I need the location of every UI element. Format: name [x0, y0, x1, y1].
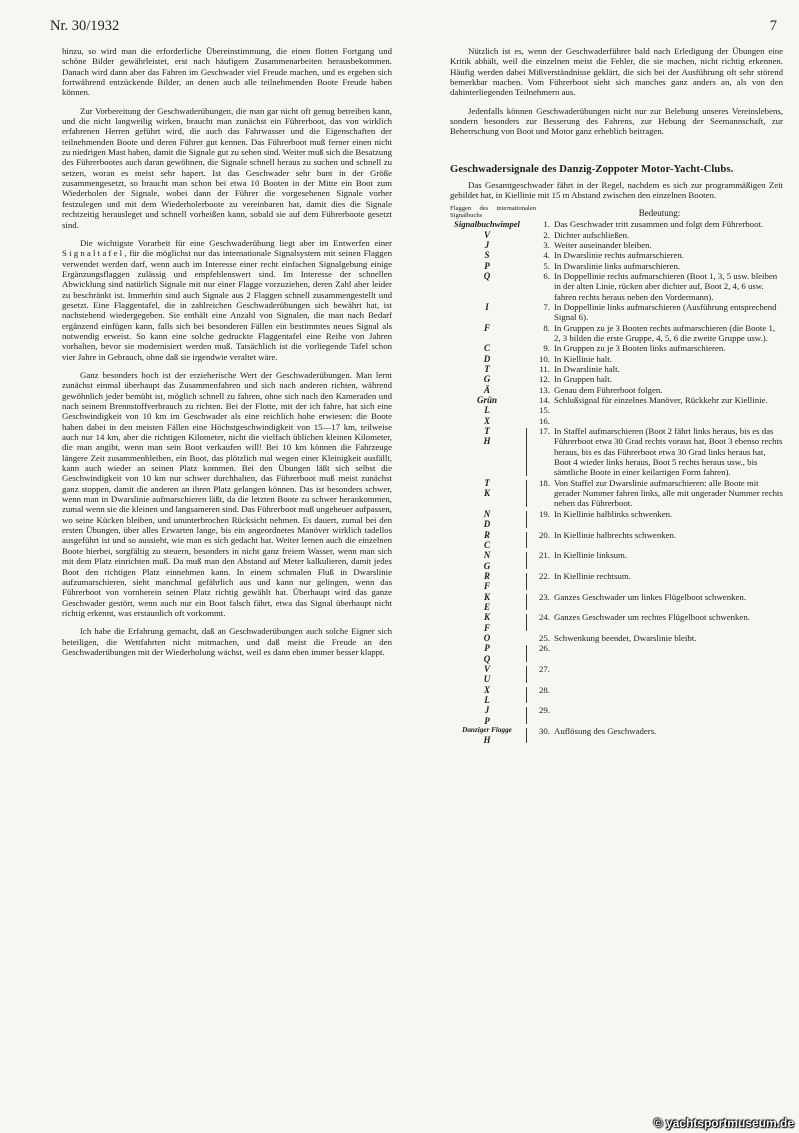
signal-meaning — [554, 685, 783, 706]
signal-number: 11. — [539, 364, 550, 374]
signal-flags — [450, 230, 524, 240]
signal-flags — [450, 530, 524, 551]
flag-group-brace — [524, 633, 532, 643]
signal-number: 26. — [539, 643, 550, 654]
signal-flag: V — [483, 663, 490, 674]
signal-flag: L — [484, 405, 490, 416]
flag-group-brace — [524, 302, 532, 323]
flag-group-brace — [524, 478, 532, 509]
signal-flags — [450, 385, 524, 395]
flag-group-brace — [524, 612, 532, 633]
signal-flag: P — [484, 260, 490, 271]
signal-row — [450, 374, 783, 384]
signal-flag: S — [484, 250, 490, 261]
signal-row — [450, 726, 783, 745]
paragraph: Ganz besonders hoch ist der erzieherische Wert der Geschwaderübungen. Man lernt zunächst einmal überhaupt das Zusammenfahren und sich nach anderen richten, während gewöhnlich jeder bemüht ist, möglich schnell zu fahren, ohne sich nach den Kameraden und nach seinem Brennstoffverbrauch zu richten. Bei der Flotte, mit der ich fahre, hat sich eine Geschwindigkeit von 10 km im Geschwader als eine reichlich hohe erwiesen: die Boote haben dabei in den meisten Fällen eine Höchstgeschwindigkeit von 15—17 km, teilweise auch nur 14 km, aber die richtigen Kilometer, nicht die vielfach üblichen kleinen Kilometer, die man angibt, wenn man sein Boot verkaufen will! Bei 10 km können die Fahrzeuge längere Zeit zusammenbleiben, ein Boot, das plötzlich mal wegen einer Kleinigkeit ausfällt, kann auch wieder an seinen Platz kommen. Bei den Übungen läßt sich selbst die Geschwindigkeit von 10 km nur schwer durchhalten, das Führerboot muß meist zunächst ganz stoppen, damit die anderen an ihren Platz gelangen können. Das ist besonders schwer, wenn man in Dwarslinie aufmarschieren läßt, da die letzten Boote zu schwer herankommen, zumal wenn sie die kleinen und langsameren sind. Das Führerboot muß ungeheuer aufpassen, wo seine Kücken bleiben, und ununterbrochen Rücksicht nehmen. Es dauert, zumal bei den ersten Übungen, über alles Erwarten lange, bis ein angeordnetes Manöver wirklich tadellos ausgeführt ist und so aussieht, wie man es sich gedacht hat. Weiter lernen auch die einzelnen Boote hierbei, sorgfältig zu steuern, besonders in nicht ganz freiem Wasser, wenn man sich mit dem Platz einrichten muß. Da muß man den Abstand auf Meter kalkulieren, damit jedes Boot den richtigen Platz einnehmen kann. In einem schmalen Fluß in Dwarslinie aufzumarschieren, sieht manchmal gefährlich aus und kann nur gelingen, wenn das Führerboot von vornherein seinen Platz richtig gewählt hat. Überhaupt wird das ganze Geschwader gestört, wenn auch nur ein Boot falsch fährt, etwa das Signal überhaupt nicht richtig erkennt, was erstaunlich oft vorkommt. — [62, 369, 392, 618]
signal-flag: Ä — [483, 384, 490, 395]
signal-meaning: In Dwarslinie rechts aufmarschieren. — [554, 250, 684, 261]
signal-flag: E — [483, 601, 490, 612]
signal-number: 19. — [539, 508, 550, 519]
signal-flag: X — [483, 684, 490, 695]
signal-flags — [450, 219, 524, 229]
signal-flags — [450, 592, 524, 613]
signal-meaning: Auflösung des Geschwaders. — [554, 726, 657, 737]
signal-flags — [450, 354, 524, 364]
signal-meaning: In Gruppen zu je 3 Booten links aufmarschieren. — [554, 343, 726, 354]
flag-group-brace — [524, 250, 532, 260]
signal-flag: K — [483, 488, 490, 499]
signal-row — [450, 478, 783, 509]
signal-row — [450, 250, 783, 260]
signal-table-intro: Das Gesamtgeschwader fährt in der Regel, nachdem es sich zur programmäßigen Zeit gebildet hat, in Kiellinie mit 15 m Abstand zwischen den einzelnen Booten. — [450, 180, 783, 201]
signal-flag: T — [484, 477, 490, 488]
paragraph: Zur Vorbereitung der Geschwaderübungen, die man gar nicht oft genug betreiben kann, und die nicht langweilig wirken, braucht man zunächst ein Führerboot, das von wirklich erfahrenen Herren geführt wird, die auch das Fahrwasser und die Eigenschaften der teilnehmenden Boote und deren Führer gut kennen. Das Führerboot muß ferner einen nicht zu niedrigen Mast haben, damit die Signale gut zu sehen sind. Weiter muß sich die Besatzung des Führerbootes auch daran gewöhnen, die Signale schnell heraus zu suchen und schnell zu setzen, woran es meist sehr hapert. Ist das Geschwader sehr bunt in der Größe zusammengesetzt, so braucht man schon bei etwa 10 Booten in der Mitte ein Boot zum Wiederholen der Signale, wobei dann der Führer die vorgesehenen Signale vorher festzulegen und mit dem Wiederholerboote zu vereinbaren hat, damit dies die Signale rechtzeitig herausleget und schnell vorheißen kann, sobald sie auf dem Führerboote gesetzt sind. — [62, 105, 392, 230]
signal-flag: Danziger Flagge — [462, 726, 512, 735]
signal-flags — [450, 550, 524, 571]
signal-flag: F — [483, 581, 490, 592]
signal-table-heading: Geschwadersignale des Danzig-Zoppoter Motor-Yacht-Clubs. — [450, 163, 734, 175]
signal-number: 9. — [543, 343, 550, 354]
signal-flag: I — [485, 301, 489, 312]
signal-flag: N — [483, 550, 491, 561]
signal-number: 2. — [543, 229, 550, 240]
signal-row — [450, 343, 783, 353]
signal-flags — [450, 364, 524, 374]
signal-meaning: In Gruppen halt. — [554, 374, 612, 385]
signal-flag: R — [483, 570, 490, 581]
signal-meaning: In Kiellinie halt. — [554, 353, 612, 364]
signal-row — [450, 219, 783, 229]
flag-group-brace — [524, 261, 532, 271]
signal-meaning: In Kiellinie halbrechts schwenken. — [554, 529, 677, 540]
signal-number: 21. — [539, 550, 550, 561]
signal-flag: G — [483, 560, 491, 571]
signal-flag: C — [483, 539, 490, 550]
signal-flags — [450, 612, 524, 633]
watermark: © yachtsportmuseum.de — [653, 1116, 794, 1130]
signal-flags — [450, 685, 524, 706]
signal-row — [450, 405, 783, 415]
signal-row — [450, 230, 783, 240]
signal-flag: O — [483, 632, 491, 643]
flag-group-brace — [524, 571, 532, 592]
flag-group-brace — [524, 530, 532, 551]
flag-group-brace — [524, 405, 532, 415]
signal-flag: K — [483, 591, 490, 602]
signal-number: 8. — [543, 322, 550, 333]
signal-flags — [450, 664, 524, 685]
signal-flag: P — [484, 643, 490, 654]
signal-row — [450, 571, 783, 592]
signal-meaning: Von Staffel zur Dwarslinie aufmarschieren: alle Boote mit gerader Nummer fahren links, alle mit ungerader Nummer rechts neben das Führerboot. — [554, 477, 783, 509]
signal-flag: R — [483, 529, 490, 540]
signal-flag: J — [484, 705, 490, 716]
signal-meaning: Genau dem Führerboot folgen. — [554, 384, 663, 395]
paragraph: Ich habe die Erfahrung gemacht, daß an Geschwaderübungen auch solche Eigner sich beteiligen, die Wettfahrten nicht mitmachen, und daß meist die Freude an den Geschwaderübungen mit der Wiederholung wächst, weil es dann eben immer besser klappt. — [62, 626, 392, 657]
signal-row — [450, 426, 783, 478]
flag-group-brace — [524, 726, 532, 745]
signal-meaning: In Kiellinie halblinks schwenken. — [554, 508, 673, 519]
flag-group-brace — [524, 354, 532, 364]
meaning-column-label: Bedeutung: — [638, 207, 681, 218]
flag-group-brace — [524, 685, 532, 706]
paragraph: Nützlich ist es, wenn der Geschwaderführer bald nach Erledigung der Übungen eine Kritik abhält, weil die einzelnen meist die Fehler, die sie machen, nicht richtig erkennen. Häufig werden dabei Mißverständnisse geklärt, die sich bei der Ausführung oft sehr störend bemerkbar machen. Vom Führerboot sieht sich manches ganz anders an, als von den dahinterliegenden Teilnehmern aus. — [450, 46, 783, 98]
signal-meaning — [554, 643, 783, 664]
signal-flag: H — [483, 436, 491, 447]
signal-number: 25. — [539, 632, 550, 643]
signal-row — [450, 612, 783, 633]
signal-row — [450, 664, 783, 685]
signal-flags — [450, 426, 524, 478]
paragraph — [62, 238, 392, 362]
signal-meaning — [554, 705, 783, 726]
signal-flag: Grün — [476, 395, 497, 406]
signal-number: 22. — [539, 570, 550, 581]
signal-row — [450, 323, 783, 344]
signal-row — [450, 592, 783, 613]
page-number: 7 — [769, 18, 777, 34]
signal-number: 6. — [543, 270, 550, 281]
flag-group-brace — [524, 385, 532, 395]
flag-group-brace — [524, 592, 532, 613]
signal-number: 18. — [539, 477, 550, 488]
signal-flag: D — [483, 353, 491, 364]
signal-flag: F — [483, 322, 490, 333]
signal-flag: H — [483, 734, 491, 745]
signal-flags — [450, 343, 524, 353]
flag-group-brace — [524, 509, 532, 530]
signal-meaning: In Kiellinie linksum. — [554, 550, 628, 561]
signal-row — [450, 354, 783, 364]
signal-number: 14. — [539, 395, 550, 406]
signal-meaning: In Dwarslinie links aufmarschieren. — [554, 260, 681, 271]
signal-table — [450, 219, 783, 745]
signal-meaning — [554, 416, 783, 426]
signal-flags — [450, 271, 524, 302]
signal-row — [450, 643, 783, 664]
signal-meaning: Ganzes Geschwader um rechtes Flügelboot schwenken. — [554, 612, 750, 623]
signal-number: 7. — [543, 301, 550, 312]
flag-group-brace — [524, 664, 532, 685]
paragraph-text: Die wichtigste Vorarbeit für eine Geschwaderübung liegt aber im Entwerfen einer — [80, 237, 392, 248]
signal-flag: D — [483, 519, 491, 530]
signal-row — [450, 509, 783, 530]
signal-row — [450, 633, 783, 643]
flag-group-brace — [524, 643, 532, 664]
flag-group-brace — [524, 343, 532, 353]
signal-flag: U — [483, 674, 491, 685]
signal-number: 24. — [539, 612, 550, 623]
signal-flags — [450, 643, 524, 664]
signal-flags — [450, 726, 524, 745]
signal-meaning: In Doppellinie links aufmarschieren (Ausführung entsprechend Signal 6). — [554, 301, 777, 323]
signal-flags — [450, 261, 524, 271]
signal-meaning: Ganzes Geschwader um linkes Flügelboot schwenken. — [554, 591, 747, 602]
signal-flags — [450, 509, 524, 530]
flag-group-brace — [524, 550, 532, 571]
signal-row — [450, 302, 783, 323]
spaced-term: Signaltafel — [62, 248, 125, 259]
signal-number: 16. — [539, 415, 550, 426]
signal-number: 28. — [539, 684, 550, 695]
signal-number: 29. — [539, 705, 550, 716]
flag-group-brace — [524, 271, 532, 302]
signal-flags — [450, 250, 524, 260]
signal-meaning — [554, 405, 783, 415]
signal-meaning: In Staffel aufmarschieren (Boot 2 fährt links heraus, bis es das Führerboot etwa 30 Grad rechts voraus hat, Boot 3 ebenso rechts heraus, bis es das Führerboot etwa 30 Grad links heraus hat, Boot 4 wieder links heraus, Boot 5 rechts heraus usw., bis sämtliche Boote in einer keilartigen Form fahren). — [554, 426, 783, 478]
signal-row — [450, 364, 783, 374]
signal-row — [450, 705, 783, 726]
flags-column-label: Flaggen des internationalen Signalbuchs — [450, 204, 536, 219]
flag-group-brace — [524, 364, 532, 374]
signal-number: 1. — [543, 219, 550, 230]
flag-group-brace — [524, 426, 532, 478]
signal-flag: K — [483, 612, 490, 623]
signal-flags — [450, 395, 524, 405]
signal-flag: G — [483, 374, 491, 385]
signal-flags — [450, 478, 524, 509]
signal-flag: N — [483, 508, 491, 519]
signal-number: 20. — [539, 529, 550, 540]
signal-flags — [450, 633, 524, 643]
signal-flag: V — [483, 229, 490, 240]
signal-meaning: In Dwarslinie halt. — [554, 364, 620, 374]
signal-meaning: Das Geschwader tritt zusammen und folgt dem Führerboot. — [554, 219, 764, 230]
signal-flag: T — [484, 364, 490, 374]
signal-row — [450, 385, 783, 395]
signal-meaning: In Doppellinie rechts aufmarschieren (Boot 1, 3, 5 usw. bleiben in der alten Linie, rücken aber dichter auf, Boot 2, 4, 6 usw. fahren rechts heraus neben den Vordermann). — [554, 270, 778, 302]
signal-flag: Signalbuchwimpel — [454, 219, 520, 230]
signal-number: 5. — [543, 260, 550, 271]
flag-group-brace — [524, 240, 532, 250]
signal-table-header — [450, 205, 783, 219]
signal-number: 15. — [539, 405, 550, 416]
signal-number: 3. — [543, 239, 550, 250]
signal-number: 10. — [539, 353, 550, 364]
signal-meaning: Weiter auseinander bleiben. — [554, 239, 652, 250]
signal-flags — [450, 374, 524, 384]
flag-group-brace — [524, 374, 532, 384]
signal-number: 30. — [539, 726, 550, 737]
flag-group-brace — [524, 395, 532, 405]
signal-meaning: Schlußsignal für einzelnes Manöver, Rückkehr zur Kiellinie. — [554, 395, 768, 406]
signal-flag: Q — [483, 653, 491, 664]
signal-flags — [450, 323, 524, 344]
signal-meaning: In Gruppen zu je 3 Booten rechts aufmarschieren (die Boote 1, 2, 3 bilden die erste Gruppe, 4, 5, 6 die zweite Gruppe usw.). — [554, 322, 776, 343]
signal-flag: P — [484, 715, 490, 726]
signal-meaning: In Kiellinie rechtsum. — [554, 570, 631, 581]
signal-flag: L — [484, 695, 490, 705]
signal-flag: T — [484, 426, 490, 437]
signal-number: 12. — [539, 374, 550, 385]
signal-row — [450, 271, 783, 302]
flag-group-brace — [524, 416, 532, 426]
signal-number: 4. — [543, 250, 550, 261]
signal-number: 27. — [539, 663, 550, 674]
signal-flag: F — [483, 622, 490, 633]
signal-flag: X — [483, 415, 490, 426]
flag-group-brace — [524, 705, 532, 726]
signal-meaning: Dichter aufschließen. — [554, 229, 630, 240]
flag-group-brace — [524, 323, 532, 344]
signal-flags — [450, 240, 524, 250]
signal-flags — [450, 571, 524, 592]
signal-meaning — [554, 664, 783, 685]
signal-row — [450, 530, 783, 551]
signal-row — [450, 261, 783, 271]
signal-row — [450, 240, 783, 250]
signal-row — [450, 685, 783, 706]
signal-flags — [450, 416, 524, 426]
flag-group-brace — [524, 230, 532, 240]
signal-meaning: Schwenkung beendet, Dwarslinie bleibt. — [554, 632, 697, 643]
paragraph: Jedenfalls können Geschwaderübungen nicht nur zur Belebung unseres Vereinslebens, sondern besonders zur Besserung des Fahrens, zur Hebung der Seemannschaft, zur Beherrschung von Boot und Motor ganz erheblich beitragen. — [450, 105, 783, 137]
signal-flags — [450, 302, 524, 323]
signal-flag: C — [483, 343, 490, 354]
signal-flag: J — [484, 239, 490, 250]
signal-number: 17. — [539, 426, 550, 437]
paragraph-text: , für die möglichst nur das internationale Signalsystem mit seinen Flaggen verwendet werden darf, wenn auch im Interesse einer recht einfachen Signalgebung einige Ergänzungsflaggen zulässig und empfehlenswert sind. Im Interesse der schnellen Abwicklung sind natürlich Signale mit nur einer Flagge vorzuziehen, deren Zahl aber leider zu beschränkt ist. Immerhin sind auch Signale aus 2 Flaggen schnell zusammengestellt und gesetzt. Eine Flaggentafel, die in zahlreichen Geschwaderübungen sich bewährt hat, ist nachstehend wiedergegeben. Sie enthält eine Anzahl von Signalen, die man nach Bedarf ergänzend einfügen kann, falls sich bei besonderen Fällen ein bestimmtes neues Signal als notwendig erweist. So kann eine solche gedruckte Flaggentafel eine Reihe von Jahren vorhalten, bevor sie modernisiert werden muß. Tatsächlich ist die vorliegende Tafel schon vier Jahre in Gebrauch, ohne daß sie irgendwie veraltet wäre. — [62, 248, 392, 362]
signal-flag: Q — [483, 270, 491, 281]
paragraph: hinzu, so wird man die erforderliche Übereinstimmung, die einen flotten Fortgang und schöne Bilder gewährleistet, erst nach häufigem Zusammenarbeiten herausbekommen. Danach wird dann aber das Fahren im Geschwader viel Freude machen, und es ergeben sich fortwährend entzückende Bilder, an denen auch alle teilnehmenden Boote Freude haben können. — [62, 46, 392, 98]
signal-number: 23. — [539, 591, 550, 602]
issue-number: Nr. 30/1932 — [50, 18, 120, 34]
left-column — [62, 46, 392, 665]
signal-flags — [450, 405, 524, 415]
signal-flags — [450, 705, 524, 726]
signal-row — [450, 550, 783, 571]
signal-number: 13. — [539, 384, 550, 395]
signal-row — [450, 395, 783, 405]
right-column — [450, 46, 783, 745]
flag-group-brace — [524, 219, 532, 229]
signal-row — [450, 416, 783, 426]
